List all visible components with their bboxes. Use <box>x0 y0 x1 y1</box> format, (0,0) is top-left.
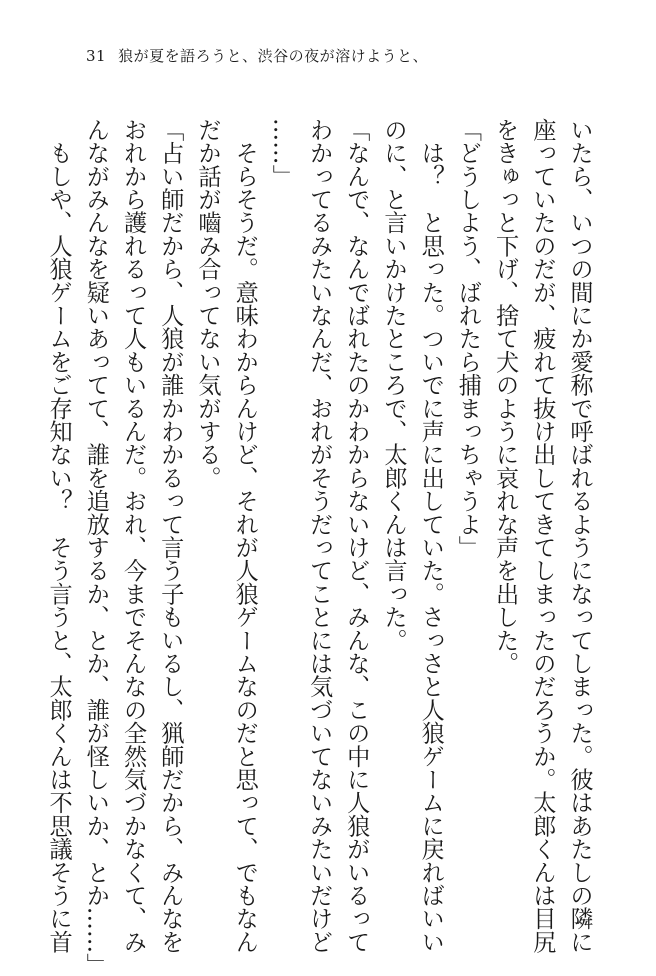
text-line: わかってるみたいなんだ、おれがそうだってことには気づいてないみたいだけど <box>305 118 333 954</box>
running-header <box>86 46 428 66</box>
text-line: ……」 <box>268 118 296 188</box>
text-line: 座っていたのだが、疲れて抜け出してきてしまったのだろうか。太郎くんは目尻 <box>528 118 556 954</box>
page-number: 31 <box>86 47 107 65</box>
running-title: 狼が夏を語ろうと、渋谷の夜が溶けようと、 <box>118 47 429 65</box>
text-line: だか話が嚙み合ってない気がする。 <box>193 118 221 490</box>
body-text <box>45 118 598 976</box>
text-line: 「なんで、なんでばれたのかわからないけど、みんな、この中に人狼がいるって <box>342 118 370 954</box>
text-line: 「どうしよう、ばれたら捕まっちゃうよ」 <box>454 118 482 559</box>
text-line: 「占い師だから、人狼が誰かわかるって言う子もいるし、猟師だから、みんなを <box>156 118 184 954</box>
text-line: そらそうだ。意味わからんけど、それが人狼ゲームなのだと思って、でもなん <box>231 118 259 954</box>
text-line: おれから護れるって人もいるんだ。おれ、今までそんなの全然気づかなくて、み <box>119 118 147 954</box>
text-line: のに、と言いかけたところで、太郎くんは言った。 <box>379 118 407 652</box>
text-line: もしや、人狼ゲームをご存知ない？ そう言うと、太郎くんは不思議そうに首 <box>45 118 73 954</box>
text-line: いたら、いつの間にか愛称で呼ばれるようになってしまった。彼はあたしの隣に <box>566 118 593 954</box>
text-line: は？ と思った。ついでに声に出していた。さっさと人狼ゲームに戻ればいい <box>417 118 445 954</box>
text-line: をきゅっと下げ、捨て犬のように哀れな声を出した。 <box>491 118 519 675</box>
text-line: んながみんなを疑いあってて、誰を追放するか、とか、誰が怪しいか、とか……」 <box>82 118 110 976</box>
